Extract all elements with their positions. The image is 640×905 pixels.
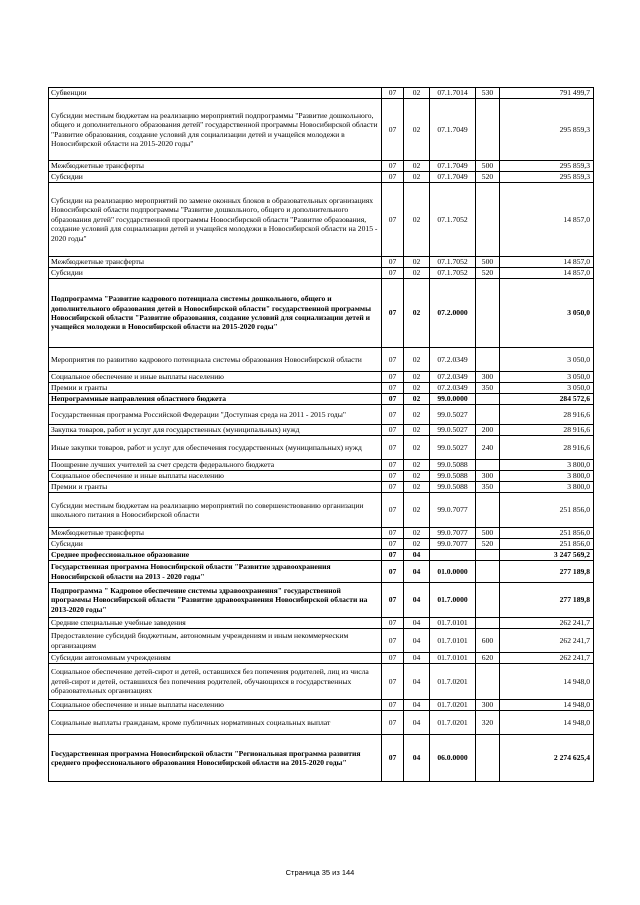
subsection-code-cell: 04 bbox=[404, 561, 430, 583]
subsection-code-cell: 04 bbox=[404, 550, 430, 561]
subsection-code-cell: 02 bbox=[404, 493, 430, 528]
amount-cell: 14 948,0 bbox=[500, 700, 594, 711]
section-code-cell: 07 bbox=[382, 629, 404, 653]
expense-type-cell: 530 bbox=[476, 88, 500, 99]
amount-cell: 3 800,0 bbox=[500, 471, 594, 482]
section-code-cell: 07 bbox=[382, 653, 404, 664]
amount-cell: 2 274 625,4 bbox=[500, 735, 594, 782]
target-article-cell: 01.7.0000 bbox=[430, 583, 476, 618]
expense-type-cell bbox=[476, 405, 500, 425]
section-code-cell: 07 bbox=[382, 279, 404, 348]
section-code-cell: 07 bbox=[382, 583, 404, 618]
expense-type-cell bbox=[476, 550, 500, 561]
row-name-cell: Социальное обеспечение детей-сирот и детей, оставшихся без попечения родителей, лиц из числа детей-сирот и детей, оставшихся без попечения родителей, обучающихся в государственных образовательных организациях bbox=[49, 664, 382, 700]
table-row bbox=[49, 471, 594, 482]
section-code-cell: 07 bbox=[382, 664, 404, 700]
expense-type-cell bbox=[476, 493, 500, 528]
expense-type-cell: 350 bbox=[476, 383, 500, 394]
target-article-cell: 06.0.0000 bbox=[430, 735, 476, 782]
section-code-cell: 07 bbox=[382, 88, 404, 99]
amount-cell: 251 856,0 bbox=[500, 528, 594, 539]
row-name-cell: Подпрограмма "Развитие кадрового потенциала системы дошкольного, общего и дополнительного образования детей в Новосибирской области" государственной программы Новосибирской области "Развитие образования, создание условий для социализации детей и учащейся молодежи в Новосибирской области на 2015-2020 годы" bbox=[49, 279, 382, 348]
section-code-cell: 07 bbox=[382, 493, 404, 528]
expense-type-cell bbox=[476, 99, 500, 161]
row-name-cell: Иные закупки товаров, работ и услуг для обеспечения государственных (муниципальных) нужд bbox=[49, 436, 382, 460]
section-code-cell: 07 bbox=[382, 405, 404, 425]
table-row bbox=[49, 405, 594, 425]
section-code-cell: 07 bbox=[382, 528, 404, 539]
amount-cell: 3 800,0 bbox=[500, 460, 594, 471]
target-article-cell: 07.1.7049 bbox=[430, 99, 476, 161]
subsection-code-cell: 02 bbox=[404, 425, 430, 436]
section-code-cell: 07 bbox=[382, 425, 404, 436]
row-name-cell: Непрограммные направления областного бюджета bbox=[49, 394, 382, 405]
target-article-cell: 07.1.7049 bbox=[430, 161, 476, 172]
row-name-cell: Социальные выплаты гражданам, кроме публичных нормативных социальных выплат bbox=[49, 711, 382, 735]
expense-type-cell: 500 bbox=[476, 161, 500, 172]
target-article-cell: 01.7.0101 bbox=[430, 629, 476, 653]
target-article-cell: 99.0.7077 bbox=[430, 539, 476, 550]
amount-cell: 3 800,0 bbox=[500, 482, 594, 493]
expense-type-cell: 300 bbox=[476, 471, 500, 482]
row-name-cell: Премии и гранты bbox=[49, 383, 382, 394]
section-code-cell: 07 bbox=[382, 471, 404, 482]
expense-type-cell: 520 bbox=[476, 172, 500, 183]
section-code-cell: 07 bbox=[382, 394, 404, 405]
expense-type-cell: 300 bbox=[476, 372, 500, 383]
section-code-cell: 07 bbox=[382, 711, 404, 735]
subsection-code-cell: 04 bbox=[404, 700, 430, 711]
row-name-cell: Социальное обеспечение и иные выплаты населению bbox=[49, 372, 382, 383]
expense-type-cell: 240 bbox=[476, 436, 500, 460]
target-article-cell: 01.7.0101 bbox=[430, 653, 476, 664]
expense-type-cell: 320 bbox=[476, 711, 500, 735]
section-code-cell: 07 bbox=[382, 700, 404, 711]
row-name-cell: Поощрение лучших учителей за счет средств федерального бюджета bbox=[49, 460, 382, 471]
target-article-cell: 07.1.7049 bbox=[430, 172, 476, 183]
target-article-cell: 99.0.7077 bbox=[430, 493, 476, 528]
section-code-cell: 07 bbox=[382, 161, 404, 172]
table-row bbox=[49, 460, 594, 471]
table-row bbox=[49, 653, 594, 664]
expense-type-cell bbox=[476, 460, 500, 471]
row-name-cell: Субсидии местным бюджетам на реализацию мероприятий подпрограммы "Развитие дошкольного, общего и дополнительного образования детей" государственной программы Новосибирской области "Развитие образования, создание условий для социализации детей и учащейся молодежи в Новосибирской области на 2015-2020 годы" bbox=[49, 99, 382, 161]
subsection-code-cell: 02 bbox=[404, 279, 430, 348]
amount-cell: 14 857,0 bbox=[500, 257, 594, 268]
expense-type-cell bbox=[476, 561, 500, 583]
section-code-cell: 07 bbox=[382, 257, 404, 268]
expense-type-cell: 520 bbox=[476, 268, 500, 279]
section-code-cell: 07 bbox=[382, 348, 404, 372]
table-row bbox=[49, 493, 594, 528]
table-row bbox=[49, 482, 594, 493]
subsection-code-cell: 02 bbox=[404, 172, 430, 183]
expense-type-cell bbox=[476, 583, 500, 618]
expense-type-cell: 520 bbox=[476, 539, 500, 550]
amount-cell: 28 916,6 bbox=[500, 425, 594, 436]
section-code-cell: 07 bbox=[382, 482, 404, 493]
table-body bbox=[49, 88, 594, 782]
target-article-cell: 99.0.5088 bbox=[430, 482, 476, 493]
table-row bbox=[49, 383, 594, 394]
amount-cell: 262 241,7 bbox=[500, 618, 594, 629]
subsection-code-cell: 02 bbox=[404, 268, 430, 279]
target-article-cell: 07.2.0349 bbox=[430, 383, 476, 394]
subsection-code-cell: 02 bbox=[404, 161, 430, 172]
table-row bbox=[49, 436, 594, 460]
expense-type-cell bbox=[476, 348, 500, 372]
row-name-cell: Субсидии bbox=[49, 539, 382, 550]
expense-type-cell: 500 bbox=[476, 528, 500, 539]
table-row bbox=[49, 99, 594, 161]
table-row bbox=[49, 88, 594, 99]
row-name-cell: Подпрограмма " Кадровое обеспечение системы здравоохранения" государственной программы Новосибирской области "Развитие здравоохранения Новосибирской области на 2013-2020 годы" bbox=[49, 583, 382, 618]
amount-cell: 251 856,0 bbox=[500, 539, 594, 550]
amount-cell: 295 859,3 bbox=[500, 172, 594, 183]
section-code-cell: 07 bbox=[382, 618, 404, 629]
section-code-cell: 07 bbox=[382, 539, 404, 550]
row-name-cell: Средние специальные учебные заведения bbox=[49, 618, 382, 629]
section-code-cell: 07 bbox=[382, 183, 404, 257]
section-code-cell: 07 bbox=[382, 436, 404, 460]
row-name-cell: Субсидии на реализацию мероприятий по замене оконных блоков в образовательных организациях Новосибирской области подпрограммы "Развитие дошкольного, общего и дополнительного образования детей" государственной программы Новосибирской области "Развитие образования, создание условий для социализации детей и учащейся молодежи в Новосибирской области на 2015 - 2020 годы" bbox=[49, 183, 382, 257]
row-name-cell: Среднее профессиональное образование bbox=[49, 550, 382, 561]
table-row bbox=[49, 528, 594, 539]
amount-cell: 3 050,0 bbox=[500, 372, 594, 383]
amount-cell: 295 859,3 bbox=[500, 99, 594, 161]
table-row bbox=[49, 183, 594, 257]
subsection-code-cell: 04 bbox=[404, 664, 430, 700]
amount-cell: 28 916,6 bbox=[500, 436, 594, 460]
subsection-code-cell: 02 bbox=[404, 372, 430, 383]
amount-cell: 3 050,0 bbox=[500, 348, 594, 372]
page-number: Страница 35 из 144 bbox=[285, 868, 355, 877]
target-article-cell: 01.7.0201 bbox=[430, 700, 476, 711]
target-article-cell: 07.1.7014 bbox=[430, 88, 476, 99]
budget-table bbox=[48, 87, 594, 782]
table-row bbox=[49, 425, 594, 436]
section-code-cell: 07 bbox=[382, 268, 404, 279]
expense-type-cell bbox=[476, 394, 500, 405]
table-row bbox=[49, 583, 594, 618]
section-code-cell: 07 bbox=[382, 99, 404, 161]
expense-type-cell: 350 bbox=[476, 482, 500, 493]
page-footer bbox=[0, 868, 640, 877]
table-row bbox=[49, 268, 594, 279]
target-article-cell: 99.0.0000 bbox=[430, 394, 476, 405]
amount-cell: 3 050,0 bbox=[500, 279, 594, 348]
subsection-code-cell: 02 bbox=[404, 348, 430, 372]
target-article-cell: 01.7.0101 bbox=[430, 618, 476, 629]
amount-cell: 295 859,3 bbox=[500, 161, 594, 172]
expense-type-cell bbox=[476, 183, 500, 257]
target-article-cell: 07.2.0349 bbox=[430, 348, 476, 372]
target-article-cell: 07.2.0349 bbox=[430, 372, 476, 383]
amount-cell: 284 572,6 bbox=[500, 394, 594, 405]
row-name-cell: Субвенции bbox=[49, 88, 382, 99]
target-article-cell: 01.7.0201 bbox=[430, 664, 476, 700]
expense-type-cell bbox=[476, 664, 500, 700]
amount-cell: 28 916,6 bbox=[500, 405, 594, 425]
subsection-code-cell: 02 bbox=[404, 383, 430, 394]
target-article-cell: 99.0.5027 bbox=[430, 425, 476, 436]
section-code-cell: 07 bbox=[382, 561, 404, 583]
row-name-cell: Субсидии bbox=[49, 172, 382, 183]
section-code-cell: 07 bbox=[382, 172, 404, 183]
target-article-cell: 99.0.5088 bbox=[430, 471, 476, 482]
target-article-cell: 07.1.7052 bbox=[430, 257, 476, 268]
subsection-code-cell: 02 bbox=[404, 482, 430, 493]
expense-type-cell: 200 bbox=[476, 425, 500, 436]
subsection-code-cell: 02 bbox=[404, 257, 430, 268]
table-row bbox=[49, 629, 594, 653]
expense-type-cell bbox=[476, 279, 500, 348]
table-row bbox=[49, 550, 594, 561]
row-name-cell: Государственная программа Новосибирской области "Развитие здравоохранения Новосибирской области на 2013 - 2020 годы" bbox=[49, 561, 382, 583]
subsection-code-cell: 02 bbox=[404, 471, 430, 482]
table-row bbox=[49, 348, 594, 372]
row-name-cell: Межбюджетные трансферты bbox=[49, 528, 382, 539]
subsection-code-cell: 02 bbox=[404, 528, 430, 539]
amount-cell: 791 499,7 bbox=[500, 88, 594, 99]
target-article-cell: 07.2.0000 bbox=[430, 279, 476, 348]
row-name-cell: Субсидии местным бюджетам на реализацию мероприятий по совершенствованию организации школьного питания в Новосибирской области bbox=[49, 493, 382, 528]
amount-cell: 262 241,7 bbox=[500, 653, 594, 664]
table-row bbox=[49, 664, 594, 700]
target-article-cell bbox=[430, 550, 476, 561]
target-article-cell: 99.0.7077 bbox=[430, 528, 476, 539]
subsection-code-cell: 04 bbox=[404, 653, 430, 664]
section-code-cell: 07 bbox=[382, 460, 404, 471]
expense-type-cell: 600 bbox=[476, 629, 500, 653]
row-name-cell: Государственная программа Новосибирской области "Региональная программа развития среднего профессионального образования Новосибирской области на 2015-2020 годы" bbox=[49, 735, 382, 782]
subsection-code-cell: 04 bbox=[404, 629, 430, 653]
amount-cell: 14 857,0 bbox=[500, 268, 594, 279]
target-article-cell: 01.7.0201 bbox=[430, 711, 476, 735]
amount-cell: 3 247 569,2 bbox=[500, 550, 594, 561]
target-article-cell: 99.0.5027 bbox=[430, 436, 476, 460]
table-row bbox=[49, 172, 594, 183]
subsection-code-cell: 02 bbox=[404, 436, 430, 460]
subsection-code-cell: 02 bbox=[404, 405, 430, 425]
subsection-code-cell: 02 bbox=[404, 394, 430, 405]
table-row bbox=[49, 257, 594, 268]
section-code-cell: 07 bbox=[382, 735, 404, 782]
target-article-cell: 07.1.7052 bbox=[430, 183, 476, 257]
expense-type-cell: 300 bbox=[476, 700, 500, 711]
table-row bbox=[49, 372, 594, 383]
subsection-code-cell: 02 bbox=[404, 183, 430, 257]
target-article-cell: 01.0.0000 bbox=[430, 561, 476, 583]
table-row bbox=[49, 700, 594, 711]
amount-cell: 3 050,0 bbox=[500, 383, 594, 394]
row-name-cell: Межбюджетные трансферты bbox=[49, 257, 382, 268]
table-row bbox=[49, 279, 594, 348]
section-code-cell: 07 bbox=[382, 383, 404, 394]
target-article-cell: 99.0.5088 bbox=[430, 460, 476, 471]
expense-type-cell bbox=[476, 618, 500, 629]
subsection-code-cell: 04 bbox=[404, 583, 430, 618]
row-name-cell: Закупка товаров, работ и услуг для государственных (муниципальных) нужд bbox=[49, 425, 382, 436]
row-name-cell: Государственная программа Российской Федерации "Доступная среда на 2011 - 2015 годы" bbox=[49, 405, 382, 425]
row-name-cell: Премии и гранты bbox=[49, 482, 382, 493]
subsection-code-cell: 02 bbox=[404, 99, 430, 161]
subsection-code-cell: 02 bbox=[404, 88, 430, 99]
table-row bbox=[49, 561, 594, 583]
amount-cell: 14 948,0 bbox=[500, 664, 594, 700]
amount-cell: 277 189,8 bbox=[500, 583, 594, 618]
subsection-code-cell: 02 bbox=[404, 460, 430, 471]
target-article-cell: 07.1.7052 bbox=[430, 268, 476, 279]
table-row bbox=[49, 539, 594, 550]
amount-cell: 14 948,0 bbox=[500, 711, 594, 735]
row-name-cell: Предоставление субсидий бюджетным, автономным учреждениям и иным некоммерческим организациям bbox=[49, 629, 382, 653]
row-name-cell: Мероприятия по развитию кадрового потенциала системы образования Новосибирской области bbox=[49, 348, 382, 372]
table-row bbox=[49, 711, 594, 735]
section-code-cell: 07 bbox=[382, 372, 404, 383]
table-row bbox=[49, 394, 594, 405]
subsection-code-cell: 04 bbox=[404, 618, 430, 629]
amount-cell: 277 189,8 bbox=[500, 561, 594, 583]
section-code-cell: 07 bbox=[382, 550, 404, 561]
table-row bbox=[49, 735, 594, 782]
subsection-code-cell: 02 bbox=[404, 539, 430, 550]
expense-type-cell: 620 bbox=[476, 653, 500, 664]
row-name-cell: Межбюджетные трансферты bbox=[49, 161, 382, 172]
amount-cell: 251 856,0 bbox=[500, 493, 594, 528]
table-row bbox=[49, 618, 594, 629]
expense-type-cell: 500 bbox=[476, 257, 500, 268]
target-article-cell: 99.0.5027 bbox=[430, 405, 476, 425]
row-name-cell: Социальное обеспечение и иные выплаты населению bbox=[49, 471, 382, 482]
table-row bbox=[49, 161, 594, 172]
row-name-cell: Социальное обеспечение и иные выплаты населению bbox=[49, 700, 382, 711]
expense-type-cell bbox=[476, 735, 500, 782]
row-name-cell: Субсидии автономным учреждениям bbox=[49, 653, 382, 664]
subsection-code-cell: 04 bbox=[404, 711, 430, 735]
subsection-code-cell: 04 bbox=[404, 735, 430, 782]
amount-cell: 262 241,7 bbox=[500, 629, 594, 653]
amount-cell: 14 857,0 bbox=[500, 183, 594, 257]
row-name-cell: Субсидии bbox=[49, 268, 382, 279]
